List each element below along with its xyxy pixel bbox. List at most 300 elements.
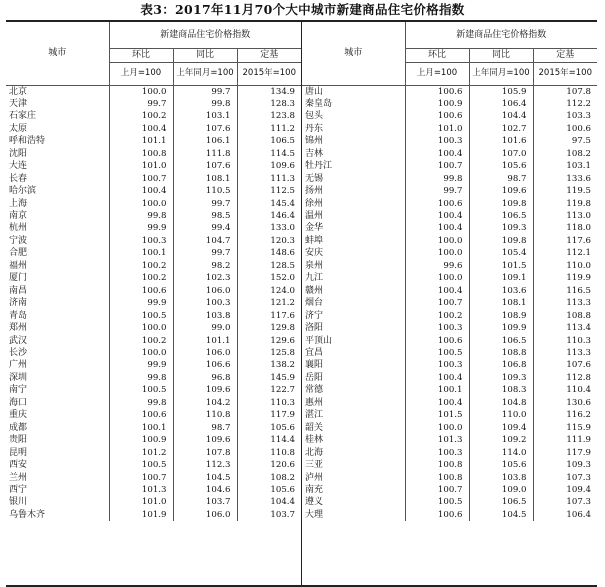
mom-cell: 100.5 [109,459,173,471]
right-half [302,22,597,585]
left-half [6,22,301,585]
base-cell: 148.6 [237,247,301,259]
base-cell: 106.5 [237,135,301,147]
header-city: 城市 [6,22,109,85]
mom-cell: 99.9 [109,297,173,309]
yoy-cell: 105.6 [469,459,533,471]
mom-cell: 100.0 [109,347,173,359]
mom-cell: 100.6 [405,198,469,210]
table-row [302,434,597,446]
yoy-cell: 109.8 [469,235,533,247]
city-cell: 平顶山 [302,335,405,347]
base-cell: 104.4 [237,496,301,508]
mom-cell: 101.0 [405,123,469,135]
base-cell: 107.3 [533,472,597,484]
yoy-cell: 109.3 [469,372,533,384]
yoy-cell: 109.4 [469,422,533,434]
yoy-cell: 106.0 [173,509,237,521]
table-row [6,472,301,484]
mom-cell: 100.0 [109,85,173,98]
table-row [302,310,597,322]
base-cell: 133.0 [237,222,301,234]
mom-cell: 100.7 [109,472,173,484]
city-cell: 西宁 [6,484,109,496]
yoy-cell: 109.2 [469,434,533,446]
city-cell: 九江 [302,272,405,284]
mom-cell: 100.3 [405,322,469,334]
mom-cell: 100.6 [405,85,469,98]
table-row [6,347,301,359]
base-cell: 113.3 [533,297,597,309]
table-row [6,260,301,272]
yoy-cell: 103.8 [469,472,533,484]
header-base: 定基 [237,48,301,62]
table-row [6,310,301,322]
city-cell: 郑州 [6,322,109,334]
city-cell: 南昌 [6,285,109,297]
base-cell: 114.4 [237,434,301,446]
header-base-sub: 2015年=100 [237,62,301,85]
base-cell: 109.3 [533,459,597,471]
header-base: 定基 [533,48,597,62]
table-row [6,85,301,98]
yoy-cell: 106.5 [469,496,533,508]
yoy-cell: 99.7 [173,198,237,210]
table-row [302,472,597,484]
city-cell: 石家庄 [6,110,109,122]
base-cell: 145.9 [237,372,301,384]
base-cell: 120.3 [237,235,301,247]
base-cell: 112.8 [533,372,597,384]
mom-cell: 100.7 [405,484,469,496]
table-row [302,173,597,185]
base-cell: 103.1 [533,160,597,172]
mom-cell: 100.8 [109,148,173,160]
table-row [6,359,301,371]
base-cell: 110.3 [533,335,597,347]
city-cell: 济南 [6,297,109,309]
base-cell: 105.6 [237,422,301,434]
city-cell: 烟台 [302,297,405,309]
yoy-cell: 106.6 [173,359,237,371]
yoy-cell: 102.3 [173,272,237,284]
city-cell: 扬州 [302,185,405,197]
base-cell: 134.9 [237,85,301,98]
city-cell: 岳阳 [302,372,405,384]
header-base-sub: 2015年=100 [533,62,597,85]
city-cell: 乌鲁木齐 [6,509,109,521]
city-cell: 南京 [6,210,109,222]
base-cell: 105.6 [237,484,301,496]
city-cell: 西安 [6,459,109,471]
mom-cell: 100.7 [405,160,469,172]
yoy-cell: 108.8 [469,347,533,359]
city-cell: 哈尔滨 [6,185,109,197]
table-row [6,297,301,309]
mom-cell: 101.1 [109,135,173,147]
yoy-cell: 105.4 [469,247,533,259]
table-row [302,85,597,98]
yoy-cell: 99.7 [173,85,237,98]
yoy-cell: 106.8 [469,359,533,371]
base-cell: 130.6 [533,397,597,409]
table-row [6,509,301,521]
page-title: 表3：2017年11月70个大中城市新建商品住宅价格指数 [140,2,465,17]
city-cell: 天津 [6,98,109,110]
mom-cell: 100.5 [405,347,469,359]
base-cell: 129.8 [237,322,301,334]
base-cell: 112.2 [533,98,597,110]
yoy-cell: 107.6 [173,160,237,172]
header-yoy-sub: 上年同月=100 [173,62,237,85]
base-cell: 108.2 [533,148,597,160]
table-row [302,185,597,197]
yoy-cell: 98.5 [173,210,237,222]
yoy-cell: 107.6 [173,123,237,135]
base-cell: 129.6 [237,335,301,347]
base-cell: 122.7 [237,384,301,396]
header-group: 新建商品住宅价格指数 [109,22,301,48]
table-row [302,384,597,396]
base-cell: 138.2 [237,359,301,371]
header-mom-sub: 上月=100 [405,62,469,85]
mom-cell: 100.0 [405,272,469,284]
city-cell: 青岛 [6,310,109,322]
yoy-cell: 112.3 [173,459,237,471]
yoy-cell: 103.7 [173,496,237,508]
table-row [6,198,301,210]
mom-cell: 101.2 [109,447,173,459]
table-row [6,160,301,172]
yoy-cell: 109.0 [469,484,533,496]
city-cell: 赣州 [302,285,405,297]
base-cell: 119.5 [533,185,597,197]
base-cell: 113.3 [533,347,597,359]
mom-cell: 100.2 [405,310,469,322]
base-cell: 120.6 [237,459,301,471]
yoy-cell: 103.8 [173,310,237,322]
mom-cell: 100.0 [109,198,173,210]
city-cell: 牡丹江 [302,160,405,172]
mom-cell: 100.0 [405,422,469,434]
yoy-cell: 109.6 [469,185,533,197]
yoy-cell: 104.8 [469,397,533,409]
header-mom: 环比 [405,48,469,62]
yoy-cell: 111.8 [173,148,237,160]
mom-cell: 100.0 [405,247,469,259]
table-row [6,447,301,459]
yoy-cell: 104.6 [173,484,237,496]
city-cell: 安庆 [302,247,405,259]
mom-cell: 100.3 [405,135,469,147]
city-cell: 上海 [6,198,109,210]
base-cell: 125.8 [237,347,301,359]
table-row [6,397,301,409]
yoy-cell: 106.1 [173,135,237,147]
mom-cell: 100.0 [109,322,173,334]
yoy-cell: 102.7 [469,123,533,135]
table-row [302,409,597,421]
table-row [302,372,597,384]
city-cell: 厦门 [6,272,109,284]
header-yoy: 同比 [173,48,237,62]
city-cell: 三亚 [302,459,405,471]
base-cell: 117.9 [237,409,301,421]
base-cell: 108.8 [533,310,597,322]
table-row [6,210,301,222]
city-cell: 温州 [302,210,405,222]
table-row [6,222,301,234]
yoy-cell: 106.5 [469,210,533,222]
yoy-cell: 98.2 [173,260,237,272]
table-row [6,459,301,471]
base-cell: 107.3 [533,496,597,508]
yoy-cell: 98.7 [173,422,237,434]
yoy-cell: 99.7 [173,247,237,259]
city-cell: 大连 [6,160,109,172]
mom-cell: 100.7 [109,173,173,185]
city-cell: 金华 [302,222,405,234]
header-city: 城市 [302,22,405,85]
city-cell: 韶关 [302,422,405,434]
table-row [302,247,597,259]
table-row [6,496,301,508]
mom-cell: 100.6 [405,110,469,122]
mom-cell: 100.6 [109,409,173,421]
mom-cell: 100.2 [109,260,173,272]
base-cell: 113.0 [533,210,597,222]
yoy-cell: 101.5 [469,260,533,272]
base-cell: 110.8 [237,447,301,459]
mom-cell: 100.9 [109,434,173,446]
base-cell: 110.4 [533,384,597,396]
yoy-cell: 105.9 [469,85,533,98]
table-row [6,272,301,284]
city-cell: 洛阳 [302,322,405,334]
table-row [302,459,597,471]
header-yoy: 同比 [469,48,533,62]
city-cell: 福州 [6,260,109,272]
city-cell: 海口 [6,397,109,409]
city-cell: 北海 [302,447,405,459]
city-cell: 常德 [302,384,405,396]
table-row [302,272,597,284]
base-cell: 133.6 [533,173,597,185]
mom-cell: 99.8 [109,372,173,384]
table-row [302,235,597,247]
base-cell: 103.3 [533,110,597,122]
header-mom: 环比 [109,48,173,62]
yoy-cell: 104.2 [173,397,237,409]
yoy-cell: 103.6 [469,285,533,297]
city-cell: 无锡 [302,173,405,185]
yoy-cell: 109.1 [469,272,533,284]
mom-cell: 100.5 [109,310,173,322]
mom-cell: 100.3 [405,359,469,371]
yoy-cell: 99.4 [173,222,237,234]
yoy-cell: 106.5 [469,335,533,347]
city-cell: 昆明 [6,447,109,459]
mom-cell: 100.1 [109,247,173,259]
base-cell: 117.6 [237,310,301,322]
yoy-cell: 109.3 [469,222,533,234]
table-row [302,297,597,309]
mom-cell: 99.7 [109,98,173,110]
city-cell: 贵阳 [6,434,109,446]
base-cell: 111.9 [533,434,597,446]
mom-cell: 100.0 [405,235,469,247]
yoy-cell: 109.6 [173,384,237,396]
header-group: 新建商品住宅价格指数 [405,22,597,48]
base-cell: 107.8 [533,85,597,98]
base-cell: 145.4 [237,198,301,210]
yoy-cell: 110.5 [173,185,237,197]
header-yoy-sub: 上年同月=100 [469,62,533,85]
table-row [302,123,597,135]
city-cell: 长春 [6,173,109,185]
base-cell: 117.6 [533,235,597,247]
base-cell: 117.9 [533,447,597,459]
table-row [302,135,597,147]
table-row [6,335,301,347]
header-mom-sub: 上月=100 [109,62,173,85]
yoy-cell: 104.5 [173,472,237,484]
base-cell: 119.9 [533,272,597,284]
yoy-cell: 107.0 [469,148,533,160]
table-row [302,509,597,521]
base-cell: 111.3 [237,173,301,185]
mom-cell: 100.8 [405,472,469,484]
mom-cell: 99.9 [109,222,173,234]
city-cell: 沈阳 [6,148,109,160]
mom-cell: 101.3 [405,434,469,446]
city-cell: 遵义 [302,496,405,508]
table-row [302,422,597,434]
table-row [302,110,597,122]
table-row [6,247,301,259]
base-cell: 97.5 [533,135,597,147]
yoy-cell: 104.4 [469,110,533,122]
city-cell: 大理 [302,509,405,521]
yoy-cell: 110.8 [173,409,237,421]
city-cell: 武汉 [6,335,109,347]
yoy-cell: 105.6 [469,160,533,172]
city-cell: 兰州 [6,472,109,484]
mom-cell: 100.5 [109,384,173,396]
table-row [302,496,597,508]
yoy-cell: 107.8 [173,447,237,459]
left-table [6,22,301,521]
table-row [6,185,301,197]
mom-cell: 100.6 [405,335,469,347]
table-row [6,409,301,421]
city-cell: 惠州 [302,397,405,409]
city-cell: 蚌埠 [302,235,405,247]
base-cell: 152.0 [237,272,301,284]
base-cell: 108.2 [237,472,301,484]
base-cell: 112.5 [237,185,301,197]
city-cell: 银川 [6,496,109,508]
mom-cell: 100.3 [109,235,173,247]
mom-cell: 101.3 [109,484,173,496]
table-row [6,484,301,496]
right-table-body [302,85,597,521]
table-row [302,148,597,160]
mom-cell: 100.4 [405,372,469,384]
yoy-cell: 109.9 [469,322,533,334]
base-cell: 118.0 [533,222,597,234]
mom-cell: 100.4 [405,397,469,409]
table-row [302,322,597,334]
table-row [6,384,301,396]
yoy-cell: 101.1 [173,335,237,347]
base-cell: 106.4 [533,509,597,521]
mom-cell: 100.4 [405,148,469,160]
yoy-cell: 109.8 [469,198,533,210]
yoy-cell: 101.6 [469,135,533,147]
base-cell: 110.0 [533,260,597,272]
base-cell: 111.2 [237,123,301,135]
yoy-cell: 108.3 [469,384,533,396]
mom-cell: 100.8 [405,459,469,471]
mom-cell: 100.7 [405,297,469,309]
mom-cell: 100.2 [109,335,173,347]
table-row [302,447,597,459]
mom-cell: 100.3 [405,447,469,459]
base-cell: 109.6 [237,160,301,172]
base-cell: 123.8 [237,110,301,122]
table-row [6,148,301,160]
city-cell: 重庆 [6,409,109,421]
table-row [6,322,301,334]
table-row [6,372,301,384]
city-cell: 徐州 [302,198,405,210]
left-table-body [6,85,301,521]
table-row [6,434,301,446]
mom-cell: 101.9 [109,509,173,521]
city-cell: 泉州 [302,260,405,272]
mom-cell: 100.1 [405,384,469,396]
city-cell: 秦皇岛 [302,98,405,110]
mom-cell: 100.9 [405,98,469,110]
yoy-cell: 108.9 [469,310,533,322]
mom-cell: 100.4 [109,123,173,135]
right-table [302,22,597,521]
city-cell: 广州 [6,359,109,371]
base-cell: 107.6 [533,359,597,371]
city-cell: 济宁 [302,310,405,322]
yoy-cell: 106.0 [173,285,237,297]
city-cell: 太原 [6,123,109,135]
table-row [6,110,301,122]
city-cell: 吉林 [302,148,405,160]
table-row [302,359,597,371]
mom-cell: 100.4 [405,210,469,222]
yoy-cell: 106.4 [469,98,533,110]
base-cell: 115.9 [533,422,597,434]
base-cell: 128.3 [237,98,301,110]
city-cell: 宁波 [6,235,109,247]
table-row [302,335,597,347]
mom-cell: 100.2 [109,272,173,284]
yoy-cell: 99.0 [173,322,237,334]
city-cell: 杭州 [6,222,109,234]
mom-cell: 100.1 [109,422,173,434]
table-row [6,98,301,110]
base-cell: 119.8 [533,198,597,210]
mom-cell: 100.6 [109,285,173,297]
mom-cell: 100.6 [405,509,469,521]
